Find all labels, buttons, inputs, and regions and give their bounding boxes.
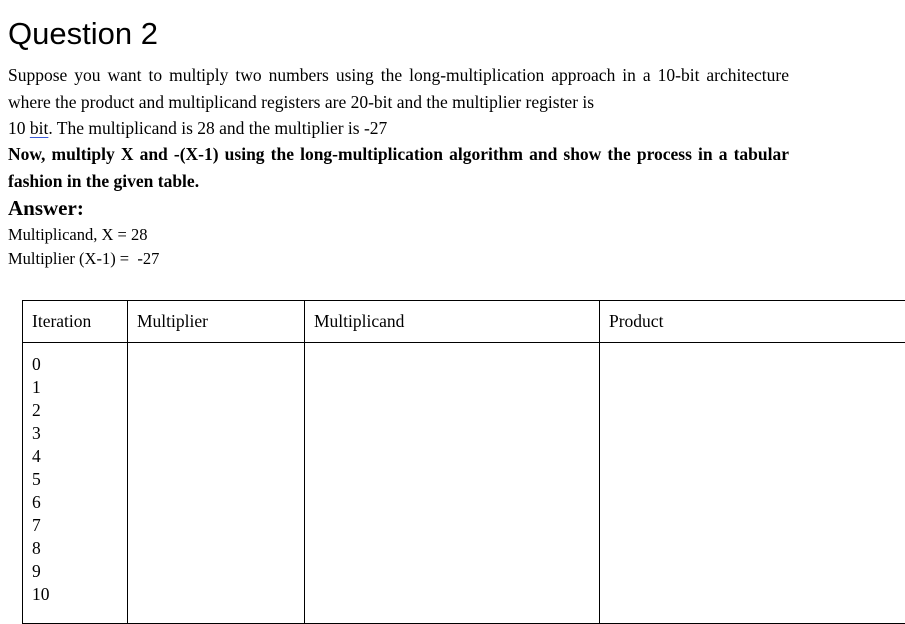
given-multiplicand: Multiplicand, X = 28 <box>8 224 147 246</box>
question-line-1: Suppose you want to multiply two numbers using the long-multiplication approach in a 10-bit architecture where the product and multiplicand registers are 20-bit and the multiplier register is <box>8 65 789 112</box>
answer-label: Answer: <box>8 195 84 221</box>
iteration-number: 10 <box>32 583 127 606</box>
iteration-list <box>32 353 127 606</box>
header-iteration: Iteration <box>23 301 128 343</box>
table-row <box>23 343 905 624</box>
question-line-2-suffix: . The multiplicand is 28 and the multiplier is -27 <box>48 118 387 138</box>
header-product: Product <box>600 301 905 343</box>
answer-table <box>22 300 905 624</box>
iteration-number: 7 <box>32 514 127 537</box>
iteration-cell[interactable] <box>23 343 128 624</box>
iteration-number: 9 <box>32 560 127 583</box>
multiplier-cell[interactable] <box>128 343 305 624</box>
iteration-number: 2 <box>32 399 127 422</box>
question-heading: Question 2 <box>8 14 158 54</box>
iteration-number: 6 <box>32 491 127 514</box>
multiplicand-cell[interactable] <box>305 343 600 624</box>
iteration-number: 8 <box>32 537 127 560</box>
header-multiplicand: Multiplicand <box>305 301 600 343</box>
question-line-2-prefix: 10 <box>8 118 30 138</box>
iteration-number: 5 <box>32 468 127 491</box>
iteration-number: 3 <box>32 422 127 445</box>
spellcheck-word-bit: bit <box>30 118 48 138</box>
question-text <box>8 62 789 142</box>
table-header-row <box>23 301 905 343</box>
header-multiplier: Multiplier <box>128 301 305 343</box>
iteration-number: 4 <box>32 445 127 468</box>
given-multiplier: Multiplier (X-1) = -27 <box>8 248 159 270</box>
product-cell[interactable] <box>600 343 905 624</box>
iteration-number: 1 <box>32 376 127 399</box>
iteration-number: 0 <box>32 353 127 376</box>
bold-instruction: Now, multiply X and -(X-1) using the long-multiplication algorithm and show the process in a tabular fashion in the given table. <box>8 141 789 194</box>
